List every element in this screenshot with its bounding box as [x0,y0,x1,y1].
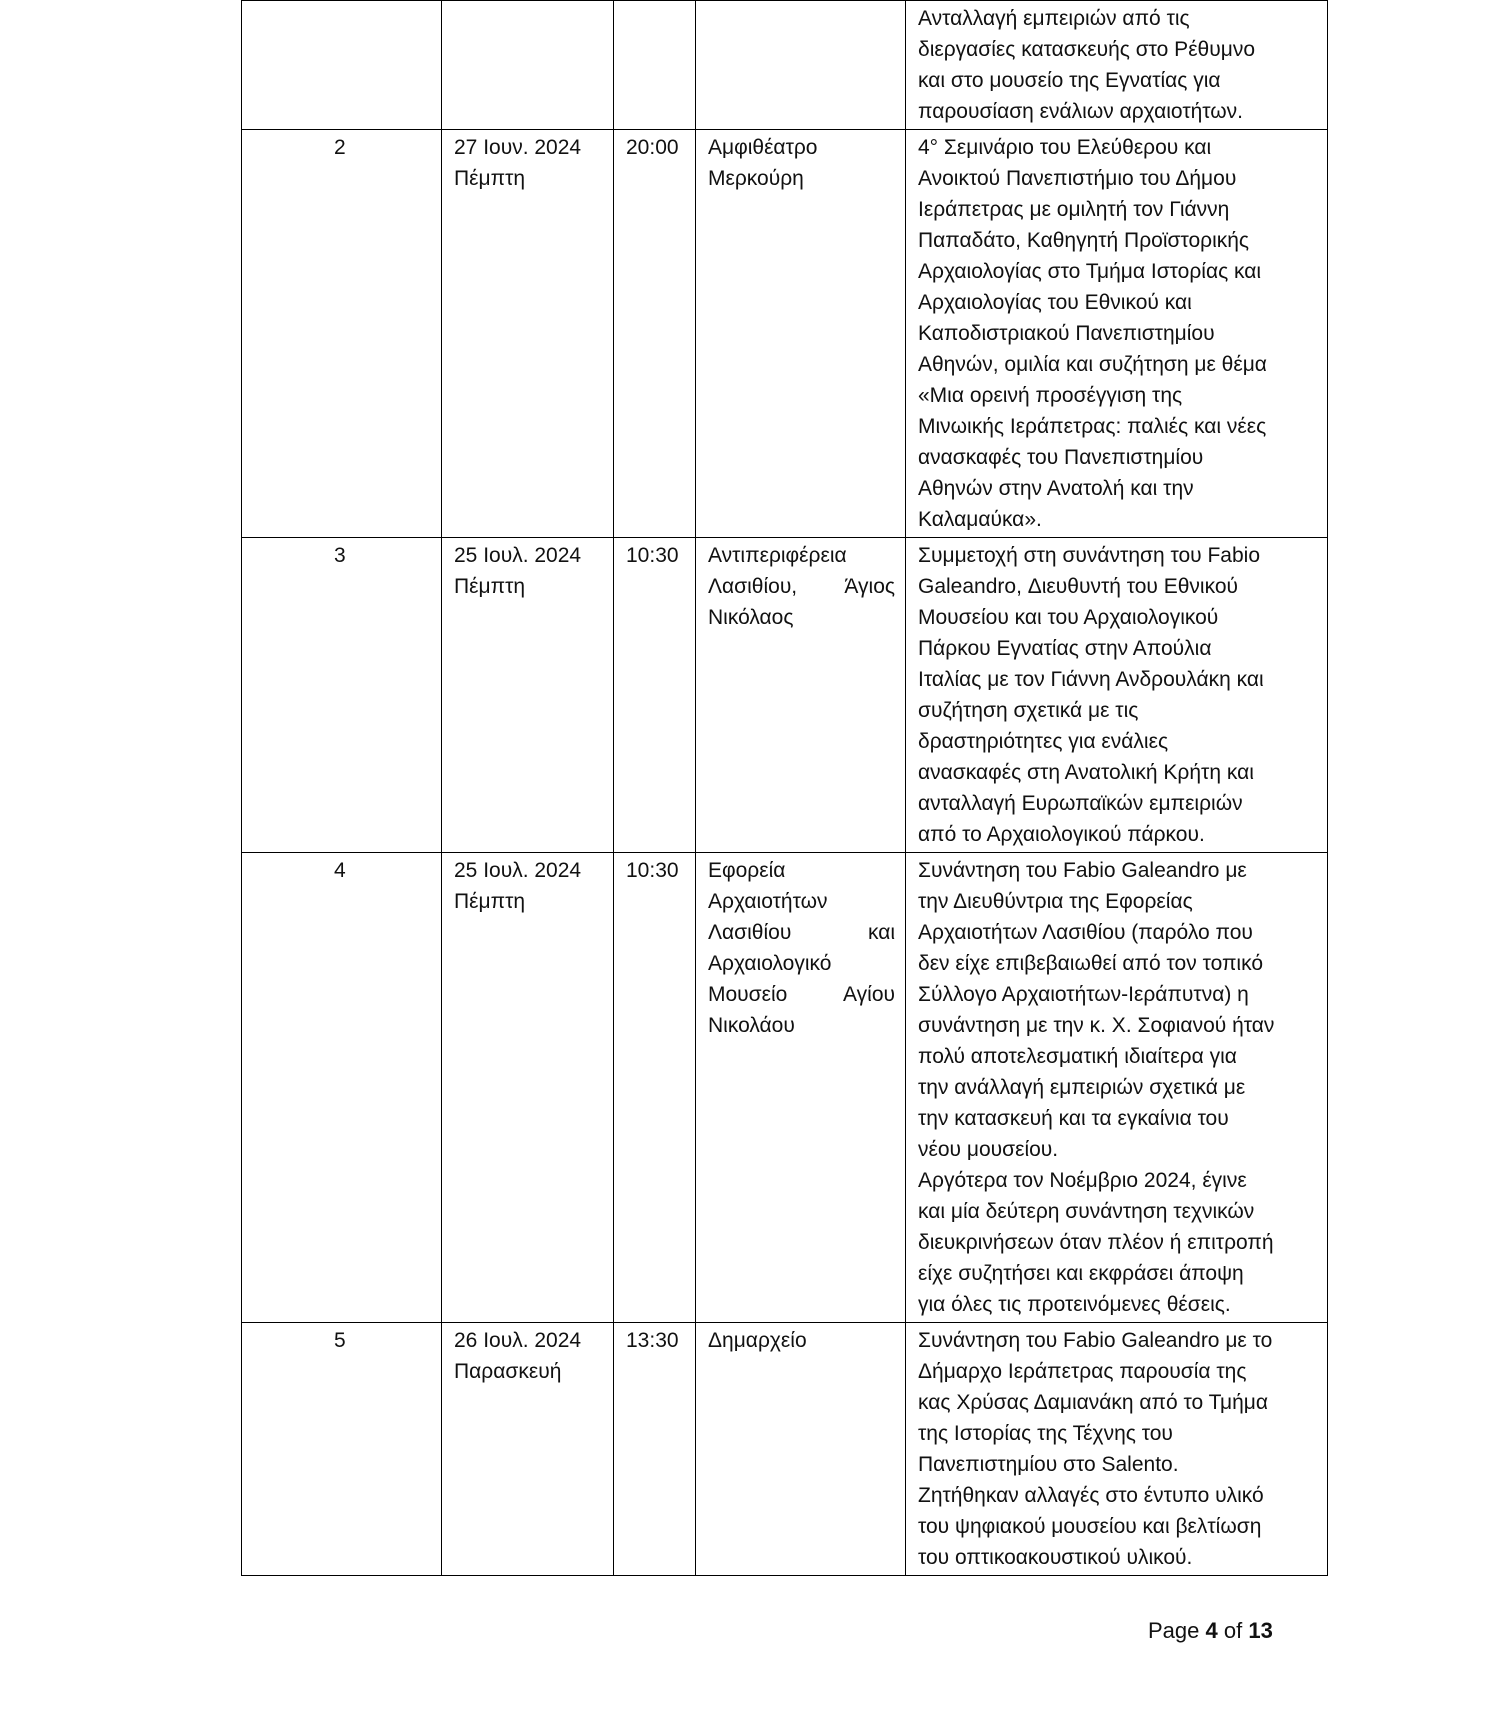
description-line: Αθηνών, ομιλία και συζήτηση με θέμα [918,353,1267,376]
description-line: την ανάλλαγή εμπειριών σχετικά με [918,1076,1246,1099]
description-line: δραστηριότητες για ενάλιες [918,730,1169,753]
place-line: Λασιθίου, Άγιος [708,575,895,598]
table-row [242,1323,1328,1576]
description-line: ανταλλαγή Ευρωπαϊκών εμπειριών [918,792,1243,815]
description-line: Καλαμαύκα». [918,508,1042,531]
cell-num: 2 [242,130,442,538]
description-line: την Διευθύντρια της Εφορείας [918,890,1193,913]
description-line: Αθηνών στην Ανατολή και την [918,477,1194,500]
description-line: του οπτικοακουστικού υλικού. [918,1546,1193,1569]
cell-place [696,1323,906,1576]
place-line: Δημαρχείο [708,1329,807,1352]
description-line: της Ιστορίας της Τέχνης του [918,1422,1173,1445]
cell-description [906,1,1328,130]
description-line: για όλες τις προτεινόμενες θέσεις. [918,1293,1231,1316]
page-total: 13 [1248,1618,1273,1643]
description-line: Αρχαιολογίας του Εθνικού και [918,291,1192,314]
place-line: Νικολάου [708,1014,795,1037]
cell-description [906,853,1328,1323]
description-line: συνάντηση με την κ. Χ. Σοφιανού ήταν [918,1014,1275,1037]
place-line: Μουσείο Αγίου [708,983,895,1006]
day-line: Πέμπτη [454,575,526,598]
description-line: Σύλλογο Αρχαιοτήτων-Ιεράπυτνα) η [918,983,1249,1006]
description-line: Συμμετοχή στη συνάντηση του Fabio [918,544,1261,567]
description-line: και μία δεύτερη συνάντηση τεχνικών [918,1200,1255,1223]
description-line: συζήτηση σχετικά με τις [918,699,1139,722]
table-row [242,130,1328,538]
description-line: Συνάντηση του Fabio Galeandro με [918,859,1247,882]
description-line: Galeandro, Διευθυντή του Εθνικού [918,575,1239,598]
description-line: Δήμαρχο Ιεράπετρας παρουσία της [918,1360,1247,1383]
description-line: Πανεπιστημίου στο Salento. [918,1453,1179,1476]
day-line: Πέμπτη [454,167,526,190]
page-current: 4 [1205,1618,1218,1643]
page-label-middle: of [1217,1618,1249,1643]
description-line: κας Χρύσας Δαμιανάκη από το Τμήμα [918,1391,1268,1414]
date-line: 27 Ιουν. 2024 [454,136,582,159]
cell-place [696,853,906,1323]
description-line: Ιεράπετρας με ομιλητή τον Γιάννη [918,198,1230,221]
table-row [242,538,1328,853]
description-line: Ζητήθηκαν αλλαγές στο έντυπο υλικό [918,1484,1264,1507]
description-line: 4° Σεμινάριο του Ελεύθερου και [918,136,1212,159]
description-line: παρουσίαση ενάλιων αρχαιοτήτων. [918,100,1244,123]
date-line: 26 Ιουλ. 2024 [454,1329,582,1352]
cell-num: 4 [242,853,442,1323]
cell-num: 5 [242,1323,442,1576]
page-footer [1148,1618,1273,1644]
cell-description [906,538,1328,853]
date-line: 25 Ιουλ. 2024 [454,859,582,882]
description-line: από το Αρχαιολογικού πάρκου. [918,823,1205,846]
description-line: «Μια ορεινή προσέγγιση της [918,384,1183,407]
description-line: Μινωικής Ιεράπετρας: παλιές και νέες [918,415,1267,438]
place-line: Αρχαιοτήτων [708,890,828,913]
place-line: Εφορεία [708,859,786,882]
description-line: νέου μουσείου. [918,1138,1059,1161]
description-line: ανασκαφές του Πανεπιστημίου [918,446,1204,469]
description-line: Ανταλλαγή εμπειριών από τις [918,7,1190,30]
place-line: Αντιπεριφέρεια [708,544,847,567]
place-line: Αμφιθέατρο [708,136,818,159]
description-line: και στο μουσείο της Εγνατίας για [918,69,1221,92]
cell-place [696,1,906,130]
description-line: διεργασίες κατασκευής στο Ρέθυμνο [918,38,1255,61]
description-line: πολύ αποτελεσματική ιδιαίτερα για [918,1045,1237,1068]
cell-time: 13:30 [614,1323,696,1576]
cell-time: 10:30 [614,853,696,1323]
description-line: ανασκαφές στη Ανατολική Κρήτη και [918,761,1254,784]
cell-date [442,853,614,1323]
description-line: του ψηφιακού μουσείου και βελτίωση [918,1515,1262,1538]
cell-time: 10:30 [614,538,696,853]
cell-num [242,1,442,130]
description-line: είχε συζητήσει και εκφράσει άποψη [918,1262,1244,1285]
description-line: Παπαδάτο, Καθηγητή Προϊστορικής [918,229,1250,252]
cell-place [696,538,906,853]
table-row-continuation [242,1,1328,130]
description-line: Καποδιστριακού Πανεπιστημίου [918,322,1215,345]
page-label-prefix: Page [1148,1618,1206,1643]
description-line: Αργότερα τον Νοέμβριο 2024, έγινε [918,1169,1247,1192]
description-line: Αρχαιοτήτων Λασιθίου (παρόλο που [918,921,1253,944]
cell-place [696,130,906,538]
place-line: Μερκούρη [708,167,804,190]
description-line: Ανοικτού Πανεπιστήμιο του Δήμου [918,167,1237,190]
cell-date [442,1,614,130]
description-line: Ιταλίας με τον Γιάννη Ανδρουλάκη και [918,668,1264,691]
description-line: Πάρκου Εγνατίας στην Απούλια [918,637,1212,660]
description-line: Συνάντηση του Fabio Galeandro με το [918,1329,1273,1352]
day-line: Πέμπτη [454,890,526,913]
cell-description [906,1323,1328,1576]
cell-date [442,1323,614,1576]
place-line: Λασιθίου και [708,921,895,944]
day-line: Παρασκευή [454,1360,562,1383]
schedule-table [241,0,1328,1576]
table-row [242,853,1328,1323]
cell-date [442,130,614,538]
cell-num: 3 [242,538,442,853]
description-line: δεν είχε επιβεβαιωθεί από τον τοπικό [918,952,1264,975]
description-line: Αρχαιολογίας στο Τμήμα Ιστορίας και [918,260,1262,283]
date-line: 25 Ιουλ. 2024 [454,544,582,567]
cell-date [442,538,614,853]
cell-time [614,1,696,130]
description-line: την κατασκευή και τα εγκαίνια του [918,1107,1229,1130]
place-line: Αρχαιολογικό [708,952,832,975]
description-line: διευκρινήσεων όταν πλέον ή επιτροπή [918,1231,1274,1254]
place-line: Νικόλαος [708,606,794,629]
cell-description [906,130,1328,538]
cell-time: 20:00 [614,130,696,538]
description-line: Μουσείου και του Αρχαιολογικού [918,606,1219,629]
